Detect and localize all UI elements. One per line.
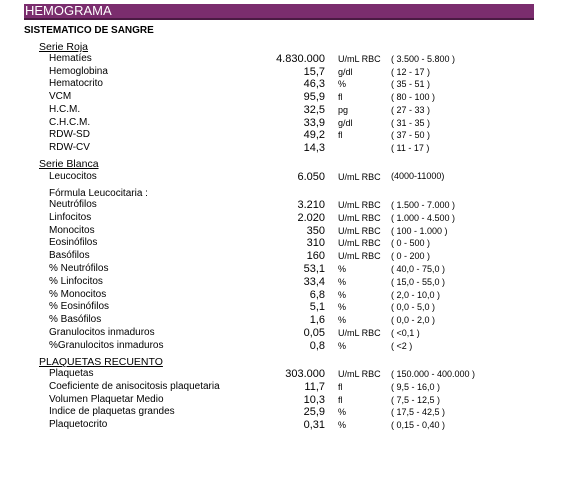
row-unit: % xyxy=(338,340,347,351)
table-row xyxy=(0,117,573,130)
row-value: 10,3 xyxy=(303,393,325,406)
row-unit: U/mL RBC xyxy=(338,328,381,338)
table-row xyxy=(0,104,573,117)
row-unit: % xyxy=(338,302,347,313)
row-name: Hematocrito xyxy=(49,78,103,90)
row-name: Plaquetas xyxy=(49,368,94,379)
row-value: 3.210 xyxy=(297,199,325,211)
row-ref: ( 3.500 - 5.800 ) xyxy=(391,54,456,64)
row-name: Eosinófilos xyxy=(49,237,98,249)
table-row xyxy=(0,340,573,353)
row-name: % Monocitos xyxy=(49,288,107,300)
row-unit: fl xyxy=(338,394,343,405)
row-value: 14,3 xyxy=(303,141,325,154)
row-ref: ( 2,0 - 10,0 ) xyxy=(391,289,441,300)
row-name: Plaquetocrito xyxy=(49,419,108,431)
row-unit: % xyxy=(338,420,347,431)
row-ref: ( 150.000 - 400.000 ) xyxy=(391,369,476,379)
row-unit: % xyxy=(338,289,347,300)
row-value: 4.830.000 xyxy=(276,53,325,65)
row-unit: U/mL RBC xyxy=(338,200,381,210)
row-unit: % xyxy=(338,264,347,274)
row-name: Leucocitos xyxy=(49,171,97,182)
row-unit: fl xyxy=(338,381,343,392)
row-ref: ( 0 - 200 ) xyxy=(391,251,431,262)
row-value: 0,8 xyxy=(309,339,325,352)
row-ref: ( 0,0 - 2,0 ) xyxy=(391,315,436,326)
table-row xyxy=(0,225,573,238)
row-value: 350 xyxy=(306,224,325,237)
table-row xyxy=(0,237,573,250)
row-name: Linfocitos xyxy=(49,211,92,223)
row-unit: % xyxy=(338,276,347,287)
row-value: 1,6 xyxy=(309,314,325,327)
row-value: 95,9 xyxy=(303,91,325,104)
table-row xyxy=(0,419,573,432)
row-value: 160 xyxy=(306,250,325,263)
row-name: Neutrófilos xyxy=(49,199,97,210)
row-value: 32,5 xyxy=(303,103,325,116)
row-unit: U/mL RBC xyxy=(338,225,381,236)
row-value: 310 xyxy=(306,237,325,250)
row-unit: U/mL RBC xyxy=(338,251,381,262)
section-title-serie-blanca: Serie Blanca xyxy=(39,158,99,170)
row-ref: ( 100 - 1.000 ) xyxy=(391,225,448,236)
row-unit: g/dl xyxy=(338,117,353,128)
row-name: Basófilos xyxy=(49,250,90,262)
row-name: Hemoglobina xyxy=(49,65,108,77)
table-row xyxy=(0,314,573,327)
section-title-serie-roja: Serie Roja xyxy=(39,41,89,53)
row-value: 0,31 xyxy=(303,419,325,432)
table-row xyxy=(0,289,573,302)
row-name: %Granulocitos inmaduros xyxy=(49,339,164,351)
table-row xyxy=(0,66,573,79)
table-row xyxy=(0,142,573,155)
row-name: H.C.M. xyxy=(49,103,81,115)
row-unit: U/mL RBC xyxy=(338,54,381,64)
table-row xyxy=(0,91,573,104)
table-row xyxy=(0,368,573,381)
row-name: Hematíes xyxy=(49,53,92,64)
row-value: 0,05 xyxy=(303,327,325,339)
row-name: RDW-SD xyxy=(49,129,90,141)
row-unit: % xyxy=(338,315,347,326)
row-name: Coeficiente de anisocitosis plaquetaria xyxy=(49,380,220,392)
row-ref: ( 31 - 35 ) xyxy=(391,117,431,128)
table-row xyxy=(0,327,573,340)
row-ref: ( <2 ) xyxy=(391,340,413,351)
section-title-plaquetas: PLAQUETAS RECUENTO xyxy=(39,356,163,368)
row-value: 33,4 xyxy=(303,275,325,288)
table-row xyxy=(0,301,573,314)
table-row xyxy=(0,250,573,263)
row-unit: pg xyxy=(338,104,349,115)
table-row xyxy=(0,276,573,289)
table-row xyxy=(0,199,573,212)
row-unit: U/mL RBC xyxy=(338,238,381,249)
row-ref: ( <0,1 ) xyxy=(391,328,420,338)
row-unit: U/mL RBC xyxy=(338,172,381,182)
row-unit: % xyxy=(338,407,347,418)
row-ref: ( 37 - 50 ) xyxy=(391,130,431,141)
row-ref: ( 1.500 - 7.000 ) xyxy=(391,200,456,210)
row-name: C.H.C.M. xyxy=(49,116,91,128)
table-row xyxy=(0,406,573,419)
row-value: 15,7 xyxy=(303,65,325,78)
row-ref: ( 7,5 - 12,5 ) xyxy=(391,394,441,405)
row-ref: ( 17,5 - 42,5 ) xyxy=(391,407,446,418)
row-unit: U/mL RBC xyxy=(338,369,381,379)
table-row xyxy=(0,394,573,407)
row-ref: ( 40,0 - 75,0 ) xyxy=(391,264,446,274)
row-name: % Basófilos xyxy=(49,314,102,326)
row-ref: ( 27 - 33 ) xyxy=(391,104,431,115)
header-title: HEMOGRAMA xyxy=(25,3,112,18)
row-value: 53,1 xyxy=(303,263,325,275)
formula-title: Fórmula Leucocitaria : xyxy=(49,188,148,199)
row-ref: (4000-11000) xyxy=(391,171,445,181)
row-value: 303.000 xyxy=(285,368,325,380)
row-ref: ( 12 - 17 ) xyxy=(391,66,431,77)
row-ref: ( 1.000 - 4.500 ) xyxy=(391,212,456,223)
row-name: RDW-CV xyxy=(49,141,90,153)
row-ref: ( 15,0 - 55,0 ) xyxy=(391,276,446,287)
row-ref: ( 0 - 500 ) xyxy=(391,238,431,249)
table-row xyxy=(0,78,573,91)
row-ref: ( 9,5 - 16,0 ) xyxy=(391,381,441,392)
row-value: 5,1 xyxy=(309,301,325,314)
row-value: 49,2 xyxy=(303,129,325,142)
row-name: Indice de plaquetas grandes xyxy=(49,406,175,418)
row-unit: % xyxy=(338,79,347,90)
table-row xyxy=(0,212,573,225)
row-unit: U/mL RBC xyxy=(338,212,381,223)
table-row xyxy=(0,171,573,184)
row-ref: ( 80 - 100 ) xyxy=(391,92,436,103)
row-unit: g/dl xyxy=(338,66,353,77)
row-ref: ( 35 - 51 ) xyxy=(391,79,431,90)
row-ref: ( 0,15 - 0,40 ) xyxy=(391,420,446,431)
row-name: % Linfocitos xyxy=(49,275,103,287)
row-value: 6.050 xyxy=(297,171,325,183)
table-row xyxy=(0,53,573,66)
row-name: VCM xyxy=(49,91,72,103)
row-value: 33,9 xyxy=(303,116,325,129)
row-name: % Neutrófilos xyxy=(49,263,109,274)
row-name: Volumen Plaquetar Medio xyxy=(49,393,164,405)
report-subtitle: SISTEMATICO DE SANGRE xyxy=(24,25,154,36)
row-value: 2.020 xyxy=(297,211,325,224)
row-value: 11,7 xyxy=(304,380,325,393)
row-name: Granulocitos inmaduros xyxy=(49,327,155,338)
row-ref: ( 11 - 17 ) xyxy=(391,142,430,153)
row-name: % Eosinófilos xyxy=(49,301,110,313)
row-value: 25,9 xyxy=(303,406,325,419)
row-ref: ( 0,0 - 5,0 ) xyxy=(391,302,436,313)
row-unit: fl xyxy=(338,130,343,141)
header-band xyxy=(24,4,534,20)
table-row xyxy=(0,129,573,142)
table-row xyxy=(0,381,573,394)
table-row xyxy=(0,263,573,276)
row-name: Monocitos xyxy=(49,224,95,236)
row-unit: fl xyxy=(338,92,343,103)
row-value: 6,8 xyxy=(309,288,325,301)
row-value: 46,3 xyxy=(303,78,325,91)
